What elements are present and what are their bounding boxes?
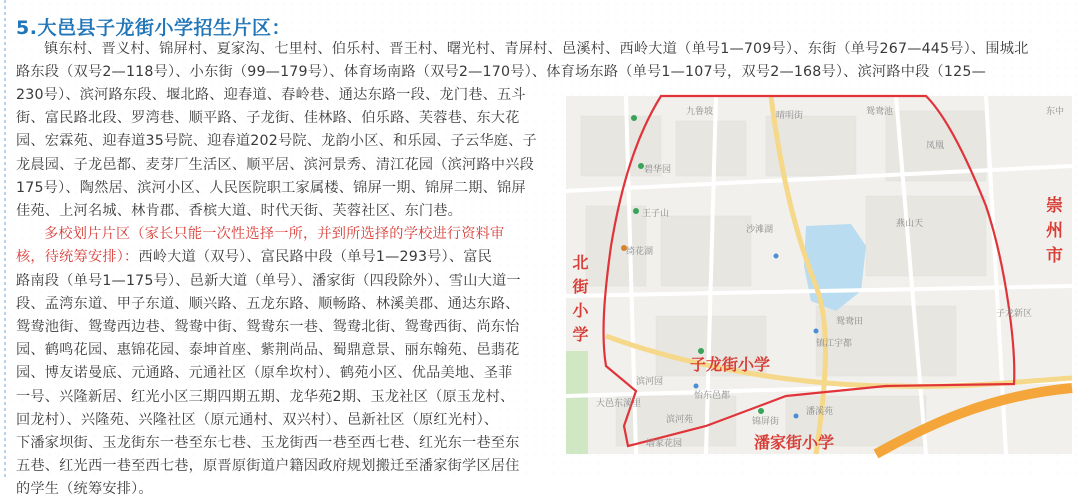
map-label-9: 燕山天 [896, 219, 924, 229]
map-label-4: 东中 [1046, 107, 1065, 117]
multi-school-line2 [16, 246, 556, 269]
multi-school-notice-line2: 核，待统筹安排）： [16, 249, 139, 266]
map-label-14: 大邑东溪里 [596, 399, 642, 409]
map-label-13: 怡东邑都 [694, 391, 731, 401]
map-label-11: 鸳鸯田 [836, 317, 864, 327]
map-label-5: 碧华园 [644, 165, 672, 175]
section-title: 5.大邑县子龙街小学招生片区： [16, 17, 291, 39]
map-label-20: 墙家花园 [646, 439, 683, 449]
beijie-school-label: 北街小学 [570, 254, 589, 350]
map-label-2: 晴明街 [776, 111, 804, 121]
paragraph2-line4: 段、孟湾东道、甲子东道、顺兴路、五龙东路、顺畅路、林溪美郡、通达东路、 [16, 295, 520, 312]
map-label-18: 潘溪苑 [806, 407, 834, 417]
map-label-12: 滨河园 [636, 377, 664, 387]
map-label-17: 锦屏街 [752, 417, 780, 427]
paragraph1-line4: 街、富民路北段、罗湾巷、顺平路、子龙街、佳林路、伯乐路、芙蓉巷、东大花 [16, 110, 520, 127]
paragraph2-line12: 的学生（统筹安排）。 [16, 481, 153, 498]
map-label-10: 凤凰 [926, 141, 945, 151]
paragraph2-line5: 鸳鸯池街、鸳鸯西边巷、鸳鸯中街、鸳鸯东一巷、鸳鸯北街、鸳鸯西街、尚东怡 [16, 319, 520, 336]
paragraph2-line9: 回龙村）、兴隆苑、兴隆社区（原元通村、双兴村）、邑新社区（原红光村）、 [16, 411, 499, 428]
map-label-1: 九鲁坡 [686, 107, 714, 117]
paragraph2-line6: 园、鹤鸣花园、惠锦花园、泰坤首座、紫荆尚品、蜀鼎意景、丽东翰苑、邑翡花 [16, 342, 520, 359]
map-label-3: 鸳鸯池 [866, 107, 894, 117]
paragraph2-line3: 路南段（单号1—175号）、邑新大道（单号）、潘家街（四段除外）、雪山大道一 [16, 272, 521, 289]
paragraph2-line8: 一号、兴隆新居、红光小区三期四期五期、龙华苑2期、玉龙社区（原玉龙村、 [16, 388, 515, 405]
map-label-6: 王子山 [642, 209, 670, 219]
zilong-school-label: 子龙街小学 [690, 355, 771, 374]
paragraph2-line2-rest: 西岭大道（双号）、富民路中段（单号1—293号）、富民 [138, 249, 493, 266]
paragraph1-line1: 镇东村、晋义村、锦屏村、夏家沟、七里村、伯乐村、晋王村、曙光村、青屏村、邑溪村、西岭大道（单号1—709号）、东街（单号267—445号）、围城北 [44, 41, 1029, 57]
paragraph1-line5: 园、宏霖苑、迎春道35号院、迎春道202号院、龙韵小区、和乐园、子云华庭、子 [16, 133, 537, 150]
dotted-border [4, 0, 6, 477]
paragraph2-line10: 下潘家坝街、玉龙街东一巷至东七巷、玉龙街西一巷至西七巷、红光东一巷至东 [16, 435, 520, 452]
paragraph1-line3: 230号）、滨河路东段、堰北路、迎春道、春岭巷、通达东路一段、龙门巷、五斗 [16, 87, 526, 103]
multi-school-notice-line1: 多校划片片区（家长只能一次性选择一所，并到所选择的学校进行资料审 [44, 226, 505, 243]
paragraph-full-width [16, 38, 1074, 84]
paragraph1-line6: 龙晨园、子龙邑都、麦芽厂生活区、顺平居、滨河景秀、清江花园（滨河路中兴段 [16, 156, 534, 173]
map-label-19: 子龙新区 [996, 309, 1033, 319]
paragraph1-line7: 175号）、陶然居、滨河小区、人民医院职工家属楼、锦屏一期、锦屏二期、锦屏 [16, 179, 526, 196]
map-label-15: 镇江宇都 [816, 339, 853, 349]
map-label-16: 滨河苑 [666, 415, 694, 425]
paragraph1-line2: 路东段（双号2—118号）、小东街（99—179号）、体育场南路（双号2—170号）、体育场东路（单号1—107号，双号2—168号）、滨河路中段（125— [16, 64, 986, 81]
map-graphic [566, 96, 1072, 454]
paragraph2-line11: 五巷、红光西一巷至西七巷，原晋原街道户籍因政府规划搬迁至潘家街学区居住 [16, 458, 520, 475]
chongzhou-city-label: 崇州市 [1042, 196, 1062, 271]
paragraph2-line7: 园、博友诺曼底、元通路、元通社区（原牟坎村）、鹤苑小区、优品美地、圣菲 [16, 365, 513, 382]
map-label-8: 沙滩湖 [746, 225, 774, 235]
panjia-school-label: 潘家街小学 [754, 433, 835, 452]
map-label-7: 绮花湖 [626, 247, 654, 257]
district-map [566, 96, 1072, 454]
paragraph-narrow [16, 84, 556, 502]
paragraph1-line8: 佳苑、上河名城、林肯郡、香槟大道、时代天街、芙蓉社区、东门巷。 [16, 203, 463, 220]
